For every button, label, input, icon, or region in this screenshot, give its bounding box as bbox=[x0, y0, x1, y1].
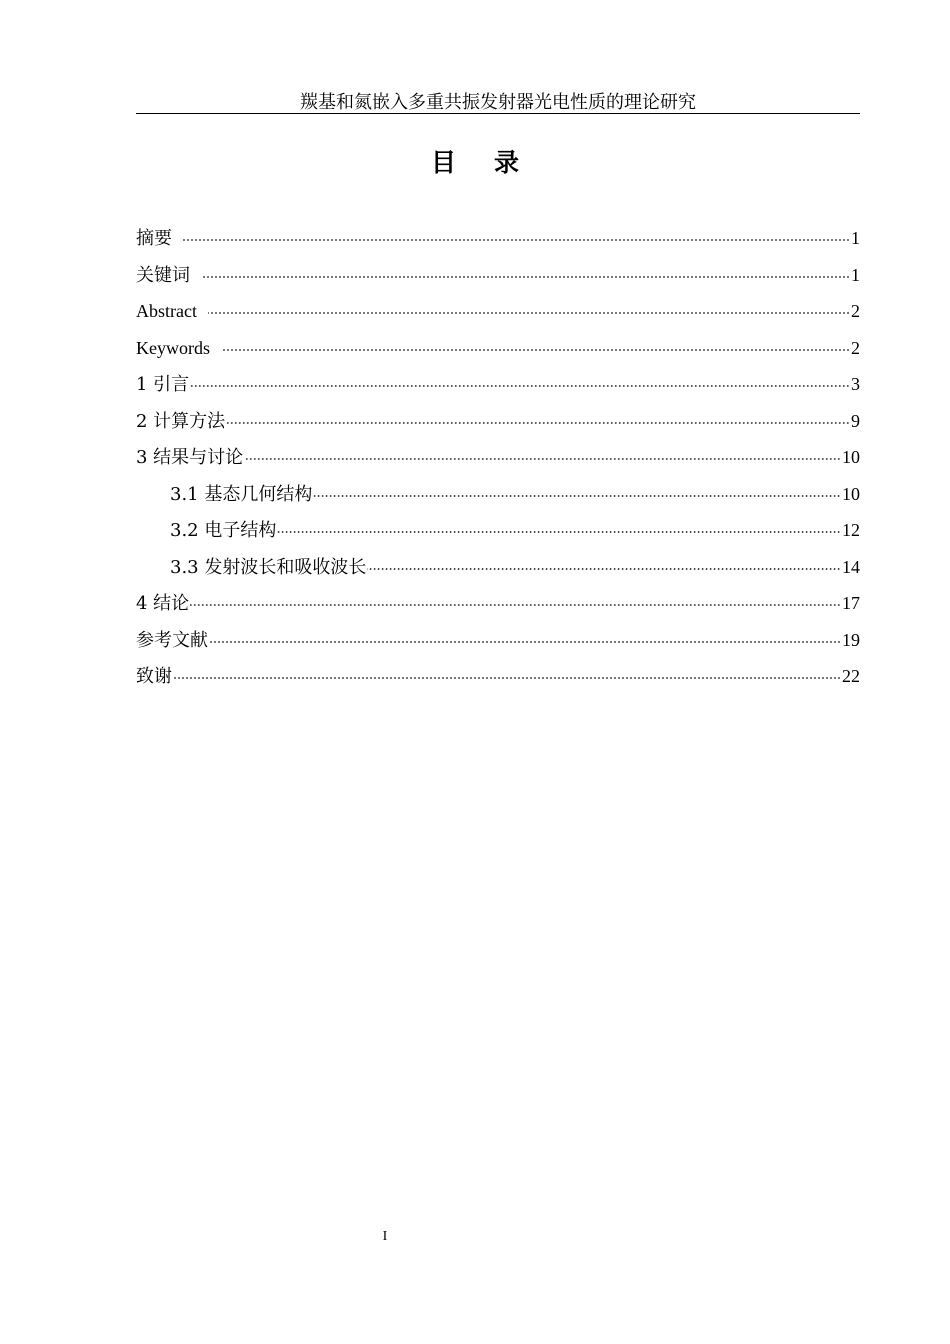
toc-entry-label: 摘要 bbox=[136, 228, 172, 249]
toc-entry[interactable] bbox=[136, 662, 860, 699]
toc-entry[interactable] bbox=[136, 334, 860, 371]
toc-dot-leader bbox=[201, 261, 850, 281]
toc-dot-leader bbox=[173, 662, 841, 682]
toc-entry[interactable] bbox=[136, 224, 860, 261]
toc-entry-label: Keywords bbox=[136, 337, 210, 358]
toc-entry-label: 3.1 基态几何结构 bbox=[170, 483, 313, 505]
table-of-contents bbox=[136, 224, 860, 699]
toc-entry-label: 3.3 发射波长和吸收波长 bbox=[170, 556, 367, 578]
toc-entry-page: 12 bbox=[842, 520, 860, 540]
toc-entry[interactable] bbox=[136, 589, 860, 626]
toc-entry-page: 1 bbox=[851, 228, 860, 248]
toc-entry[interactable] bbox=[136, 626, 860, 663]
toc-dot-leader bbox=[190, 589, 841, 609]
toc-entry-page: 9 bbox=[851, 410, 860, 431]
page-number: I bbox=[382, 1229, 388, 1244]
toc-dot-leader bbox=[226, 407, 850, 427]
toc-entry[interactable] bbox=[136, 370, 860, 407]
toc-entry-label: 2 计算方法 bbox=[136, 410, 226, 432]
toc-entry[interactable] bbox=[136, 297, 860, 334]
toc-entry-label: 1 引言 bbox=[136, 374, 190, 395]
toc-subentry[interactable] bbox=[136, 553, 860, 590]
toc-dot-leader bbox=[221, 334, 850, 354]
toc-entry[interactable] bbox=[136, 443, 860, 480]
toc-dot-leader bbox=[183, 224, 850, 244]
toc-entry-page: 10 bbox=[842, 447, 860, 467]
toc-entry-label: Abstract bbox=[136, 301, 197, 321]
toc-entry-label: 致谢 bbox=[136, 666, 172, 687]
running-header: 羰基和氮嵌入多重共振发射器光电性质的理论研究 bbox=[300, 92, 696, 113]
toc-entry-label: 参考文献 bbox=[136, 629, 208, 651]
toc-entry-label: 3 结果与讨论 bbox=[136, 447, 244, 468]
toc-entry[interactable] bbox=[136, 261, 860, 298]
toc-entry-page: 17 bbox=[842, 593, 860, 613]
toc-entry-page: 3 bbox=[851, 374, 860, 394]
toc-entry-page: 22 bbox=[842, 666, 860, 686]
header-rule bbox=[136, 113, 860, 114]
toc-entry-label: 4 结论 bbox=[136, 593, 190, 614]
toc-entry-page: 2 bbox=[851, 301, 860, 321]
toc-entry-label: 3.2 电子结构 bbox=[170, 520, 277, 541]
toc-entry-page: 14 bbox=[842, 556, 860, 577]
toc-subentry[interactable] bbox=[136, 516, 860, 553]
toc-dot-leader bbox=[313, 480, 841, 500]
toc-subentry[interactable] bbox=[136, 480, 860, 517]
toc-dot-leader bbox=[367, 553, 841, 573]
toc-entry-page: 19 bbox=[842, 629, 860, 650]
toc-dot-leader bbox=[209, 626, 841, 646]
toc-entry[interactable] bbox=[136, 407, 860, 444]
toc-title: 目录 bbox=[430, 148, 557, 177]
toc-entry-page: 1 bbox=[851, 264, 860, 285]
toc-dot-leader bbox=[277, 516, 841, 536]
toc-entry-page: 2 bbox=[851, 337, 860, 358]
toc-dot-leader bbox=[208, 297, 850, 317]
toc-dot-leader bbox=[190, 370, 850, 390]
toc-entry-label: 关键词 bbox=[136, 264, 190, 286]
toc-dot-leader bbox=[244, 443, 841, 463]
toc-entry-page: 10 bbox=[842, 483, 860, 504]
